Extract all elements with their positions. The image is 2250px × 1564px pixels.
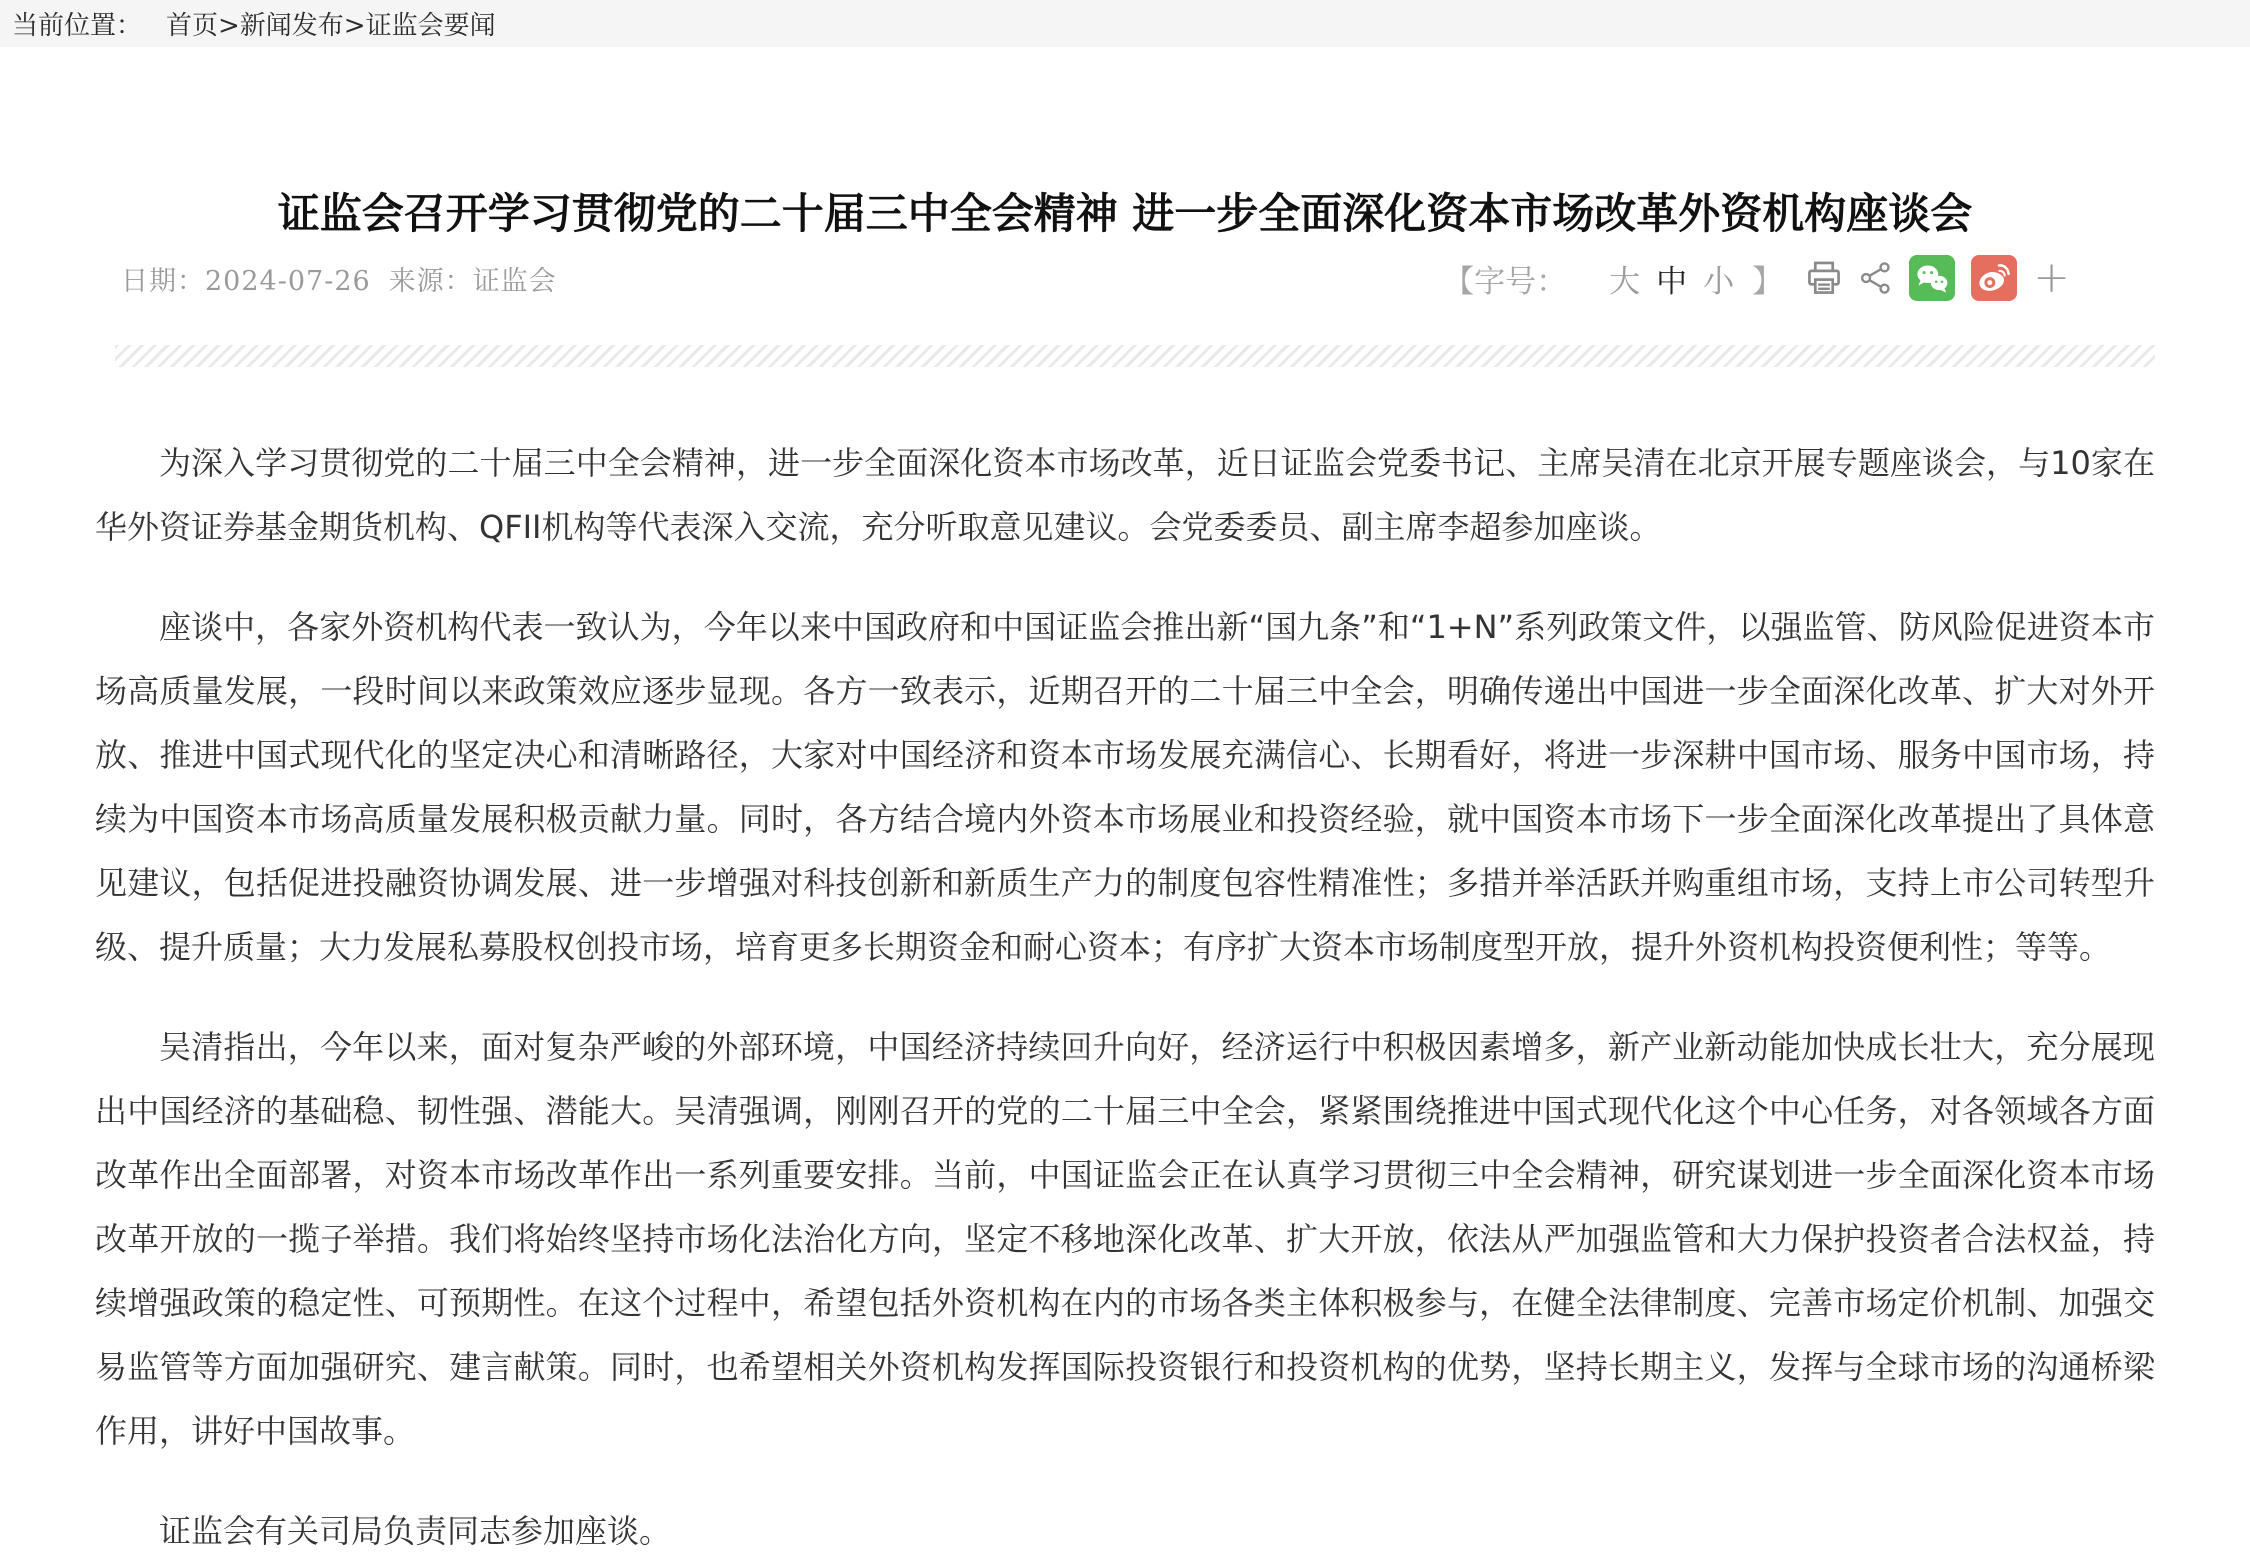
font-size-label: 【字号： (1443, 263, 1568, 300)
font-size-medium-button[interactable]: 中 (1656, 263, 1688, 300)
hatched-divider (115, 345, 2155, 367)
article-date: 2024-07-26 (205, 265, 371, 297)
breadcrumb-path[interactable]: 首页>新闻发布>证监会要闻 (166, 11, 496, 41)
source-label: 来源： (388, 265, 473, 297)
date-label: 日期： (121, 265, 205, 297)
more-share-button[interactable]: + (2033, 252, 2070, 304)
article-body (95, 431, 2155, 1563)
share-button[interactable] (1859, 261, 1893, 295)
breadcrumb (0, 0, 2250, 47)
meta-row (95, 252, 2155, 304)
article-meta (121, 259, 557, 298)
wechat-icon (1912, 258, 1952, 298)
article-source: 证监会 (472, 265, 557, 297)
font-size-large-button[interactable]: 大 (1609, 263, 1641, 300)
print-button[interactable] (1805, 259, 1843, 297)
weibo-icon (1974, 258, 2014, 298)
page-title: 证监会召开学习贯彻党的二十届三中全会精神 进一步全面深化资本市场改革外资机构座谈会 (277, 189, 1973, 238)
article-toolbar (1443, 252, 2155, 304)
paragraph-3: 吴清指出，今年以来，面对复杂严峻的外部环境，中国经济持续回升向好，经济运行中积极因素增多，新产业新动能加快成长壮大，充分展现出中国经济的基础稳、韧性强、潜能大。吴清强调，刚刚召开的党的二十届三中全会，紧紧围绕推进中国式现代化这个中心任务，对各领域各方面改革作出全面部署，对资本市场改革作出一系列重要安排。当前，中国证监会正在认真学习贯彻三中全会精神，研究谋划进一步全面深化资本市场改革开放的一揽子举措。我们将始终坚持市场化法治化方向，坚定不移地深化改革、扩大开放，依法从严加强监管和大力保护投资者合法权益，持续增强政策的稳定性、可预期性。在这个过程中，希望包括外资机构在内的市场各类主体积极参与，在健全法律制度、完善市场定价机制、加强交易监管等方面加强研究、建言献策。同时，也希望相关外资机构发挥国际投资银行和投资机构的优势，坚持长期主义，发挥与全球市场的沟通桥梁作用，讲好中国故事。 (95, 1028, 2155, 1451)
share-icon (1859, 261, 1893, 295)
paragraph-1: 为深入学习贯彻党的二十届三中全会精神，进一步全面深化资本市场改革，近日证监会党委书记、主席吴清在北京开展专题座谈会，与10家在华外资证券基金期货机构、QFII机构等代表深入交流，充分听取意见建议。会党委委员、副主席李超参加座谈。 (95, 444, 2155, 547)
printer-icon (1805, 259, 1843, 297)
font-size-label-close: 】 (1752, 263, 1784, 300)
breadcrumb-label: 当前位置： (12, 11, 143, 41)
article-container (0, 189, 2250, 1563)
weibo-share-button[interactable] (1971, 255, 2017, 301)
paragraph-4: 证监会有关司局负责同志参加座谈。 (159, 1512, 672, 1551)
paragraph-2: 座谈中，各家外资机构代表一致认为，今年以来中国政府和中国证监会推出新“国九条”和“1+N”系列政策文件，以强监管、防风险促进资本市场高质量发展，一段时间以来政策效应逐步显现。各方一致表示，近期召开的二十届三中全会，明确传递出中国进一步全面深化改革、扩大对外开放、推进中国式现代化的坚定决心和清晰路径，大家对中国经济和资本市场发展充满信心、长期看好，将进一步深耕中国市场、服务中国市场，持续为中国资本市场高质量发展积极贡献力量。同时，各方结合境内外资本市场展业和投资经验，就中国资本市场下一步全面深化改革提出了具体意见建议，包括促进投融资协调发展、进一步增强对科技创新和新质生产力的制度包容性精准性；多措并举活跃并购重组市场，支持上市公司转型升级、提升质量；大力发展私募股权创投市场，培育更多长期资金和耐心资本；有序扩大资本市场制度型开放，提升外资机构投资便利性；等等。 (95, 608, 2155, 967)
font-size-small-button[interactable]: 小 (1703, 263, 1735, 300)
wechat-share-button[interactable] (1909, 255, 1955, 301)
